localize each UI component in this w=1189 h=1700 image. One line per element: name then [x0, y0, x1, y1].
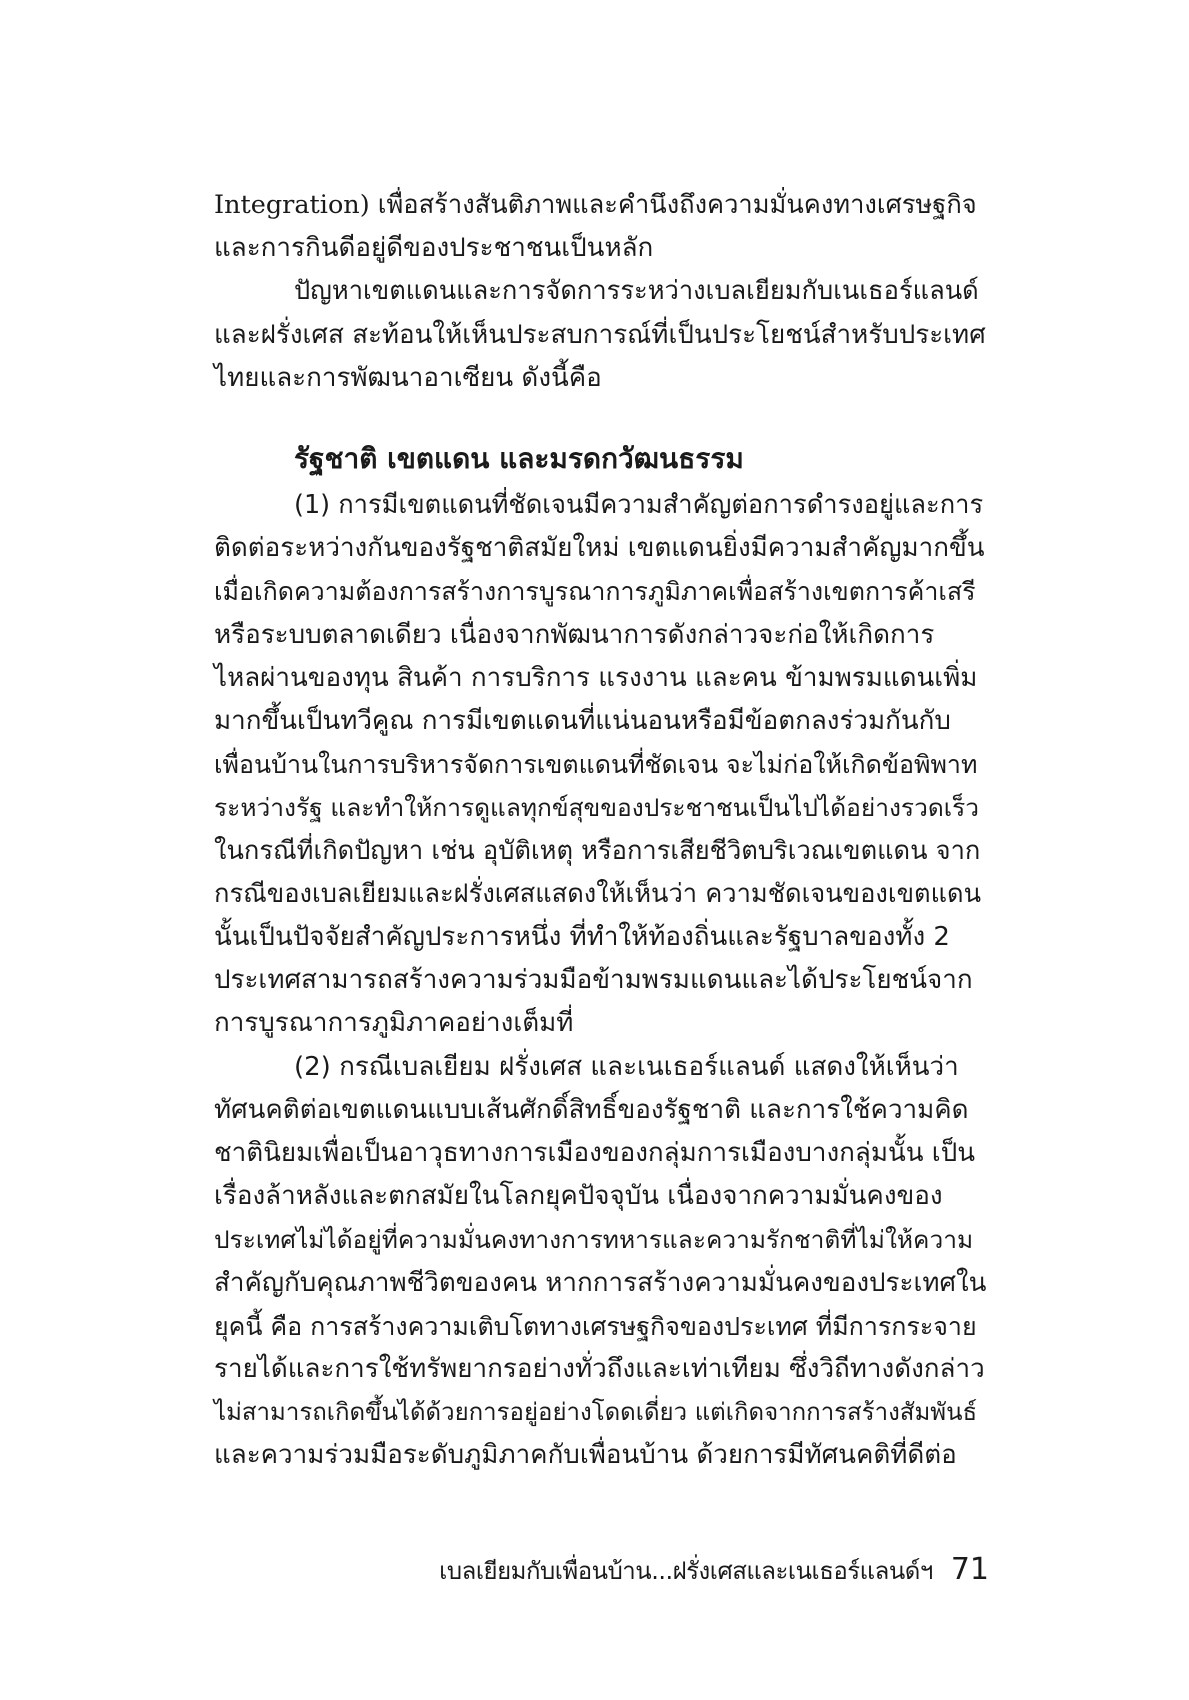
- text-line: รายได้และการใช้ทรัพยากรอย่างทั่วถึงและเท่าเทียม ซึ่งวิถีทางดังกล่าว: [214, 1354, 985, 1385]
- text-line: การบูรณาการภูมิภาคอย่างเต็มที่: [214, 1008, 574, 1039]
- text-line: เพื่อนบ้านในการบริหารจัดการเขตแดนที่ชัดเจน จะไม่ก่อให้เกิดข้อพิพาท: [214, 750, 978, 780]
- running-title: เบลเยียมกับเพื่อนบ้าน...ฝรั่งเศสและเนเธอร์แลนด์ฯ: [439, 1557, 933, 1585]
- text-line: ยุคนี้ คือ การสร้างความเติบโตทางเศรษฐกิจของประเทศ ที่มีการกระจาย: [214, 1311, 977, 1341]
- text-line: เรื่องล้าหลังและตกสมัยในโลกยุคปัจจุบัน เนื่องจากความมั่นคงของ: [214, 1181, 943, 1212]
- paragraph-point-1: [214, 484, 986, 1046]
- text-line: Integration) เพื่อสร้างสันติภาพและคำนึงถึงความมั่นคงทางเศรษฐกิจ: [214, 190, 977, 220]
- text-line: ติดต่อระหว่างกันของรัฐชาติสมัยใหม่ เขตแดนยิ่งมีความสำคัญมากขึ้น: [214, 533, 985, 564]
- text-line: นั้นเป็นปัจจัยสำคัญประการหนึ่ง ที่ทำให้ท้องถิ่นและรัฐบาลของทั้ง 2: [214, 922, 950, 953]
- paragraph-integration-conclusion: [214, 184, 986, 270]
- text-line: และความร่วมมือระดับภูมิภาคกับเพื่อนบ้าน ด้วยการมีทัศนคติที่ดีต่อ: [214, 1440, 957, 1471]
- text-line: (2) กรณีเบลเยียม ฝรั่งเศส และเนเธอร์แลนด์ แสดงให้เห็นว่า: [294, 1051, 959, 1082]
- text-line: ทัศนคติต่อเขตแดนแบบเส้นศักดิ์สิทธิ์ของรัฐชาติ และการใช้ความคิด: [214, 1094, 969, 1125]
- text-line: (1) การมีเขตแดนที่ชัดเจนมีความสำคัญต่อการดำรงอยู่และการ: [294, 490, 984, 521]
- text-line: หรือระบบตลาดเดียว เนื่องจากพัฒนาการดังกล่าวจะก่อให้เกิดการ: [214, 619, 935, 650]
- text-line: มากขึ้นเป็นทวีคูณ การมีเขตแดนที่แน่นอนหรือมีข้อตกลงร่วมกันกับ: [214, 706, 951, 737]
- paragraph-border-experience: [214, 270, 986, 400]
- text-line: ในกรณีที่เกิดปัญหา เช่น อุบัติเหตุ หรือการเสียชีวิตบริเวณเขตแดน จาก: [214, 835, 981, 866]
- page-number: 71: [950, 1552, 989, 1587]
- text-line: สำคัญกับคุณภาพชีวิตของคน หากการสร้างความมั่นคงของประเทศใน: [214, 1267, 987, 1298]
- page-body: [214, 184, 986, 1478]
- text-line: ชาตินิยมเพื่อเป็นอาวุธทางการเมืองของกลุ่มการเมืองบางกลุ่มนั้น เป็น: [214, 1138, 975, 1169]
- text-line: ไม่สามารถเกิดขึ้นได้ด้วยการอยู่อย่างโดดเดี่ยว แต่เกิดจากการสร้างสัมพันธ์: [214, 1398, 978, 1427]
- text-line: กรณีของเบลเยียมและฝรั่งเศสแสดงให้เห็นว่า ความชัดเจนของเขตแดน: [214, 878, 982, 909]
- paragraph-point-2: [214, 1046, 986, 1478]
- text-line: ประเทศไม่ได้อยู่ที่ความมั่นคงทางการทหารและความรักชาติที่ไม่ให้ความ: [214, 1225, 974, 1255]
- text-line: ประเทศสามารถสร้างความร่วมมือข้ามพรมแดนและได้ประโยชน์จาก: [214, 965, 973, 996]
- text-line: และการกินดีอยู่ดีของประชาชนเป็นหลัก: [214, 233, 654, 264]
- page-footer: [439, 1551, 989, 1590]
- text-line: และฝรั่งเศส สะท้อนให้เห็นประสบการณ์ที่เป็นประโยชน์สำหรับประเทศ: [214, 319, 986, 350]
- section-spacer: [214, 400, 986, 434]
- section-heading: รัฐชาติ เขตแดน และมรดกวัฒนธรรม: [294, 442, 744, 476]
- text-line: ระหว่างรัฐ และทำให้การดูแลทุกข์สุขของประชาชนเป็นไปได้อย่างรวดเร็ว: [214, 793, 980, 823]
- text-line: ปัญหาเขตแดนและการจัดการระหว่างเบลเยียมกับเนเธอร์แลนด์: [294, 276, 979, 307]
- text-line: ไทยและการพัฒนาอาเซียน ดังนี้คือ: [214, 362, 602, 393]
- text-line: เมื่อเกิดความต้องการสร้างการบูรณาการภูมิภาคเพื่อสร้างเขตการค้าเสรี: [214, 577, 976, 607]
- text-line: ไหลผ่านของทุน สินค้า การบริการ แรงงาน และคน ข้ามพรมแดนเพิ่ม: [214, 662, 978, 693]
